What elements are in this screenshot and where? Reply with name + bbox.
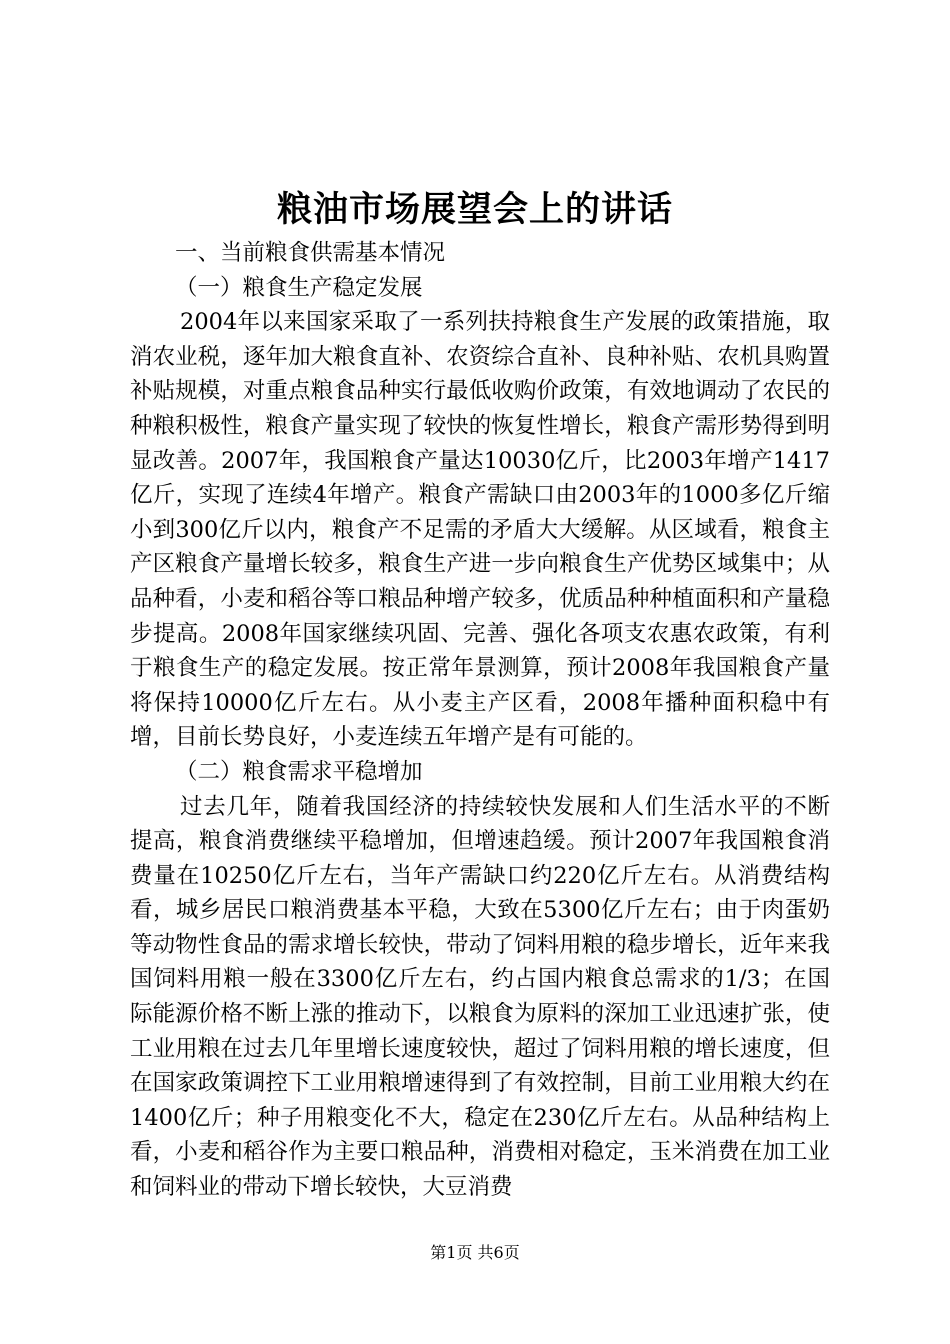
paragraph-1: 2004年以来国家采取了一系列扶持粮食生产发展的政策措施，取消农业税，逐年加大粮食直补、农资综合直补、良种补贴、农机具购置补贴规模，对重点粮食品种实行最低收购价政策，有效地调动了农民的种粮积极性，粮食产量实现了较快的恢复性增长，粮食产需形势得到明显改善。2007年，我国粮食产量达10030亿斤，比2003年增产1417亿斤，实现了连续4年增产。粮食产需缺口由2003年的1000多亿斤缩小到300亿斤以内，粮食产不足需的矛盾大大缓解。从区域看，粮食主产区粮食产量增长较多，粮食生产进一步向粮食生产优势区域集中；从品种看，小麦和稻谷等口粮品种增产较多，优质品种种植面积和产量稳步提高。2008年国家继续巩固、完善、强化各项支农惠农政策，有利于粮食生产的稳定发展。按正常年景测算，预计2008年我国粮食产量将保持10000亿斤左右。从小麦主产区看，2008年播种面积稳中有增，目前长势良好，小麦连续五年增产是有可能的。 [130,309,830,751]
document-title: 粮油市场展望会上的讲话 [276,189,673,230]
page-number-footer: 第1页 共6页 [430,1243,520,1262]
document-body [130,236,830,1205]
section-heading-1: 一、当前粮食供需基本情况 [175,240,446,266]
subsection-heading-2: （二）粮食需求平稳增加 [175,758,423,785]
subsection-heading-1: （一）粮食生产稳定发展 [175,274,423,301]
paragraph-2: 过去几年，随着我国经济的持续较快发展和人们生活水平的不断提高，粮食消费继续平稳增加，但增速趋缓。预计2007年我国粮食消费量在10250亿斤左右，当年产需缺口约220亿斤左右。从消费结构看，城乡居民口粮消费基本平稳，大致在5300亿斤左右；由于肉蛋奶等动物性食品的需求增长较快，带动了饲料用粮的稳步增长，近年来我国饲料用粮一般在3300亿斤左右，约占国内粮食总需求的1/3；在国际能源价格不断上涨的推动下，以粮食为原料的深加工业迅速扩张，使工业用粮在过去几年里增长速度较快，超过了饲料用粮的增长速度，但在国家政策调控下工业用粮增速得到了有效控制，目前工业用粮大约在1400亿斤；种子用粮变化不大，稳定在230亿斤左右。从品种结构上看，小麦和稻谷作为主要口粮品种，消费相对稳定，玉米消费在加工业和饲料业的带动下增长较快，大豆消费 [130,793,830,1201]
